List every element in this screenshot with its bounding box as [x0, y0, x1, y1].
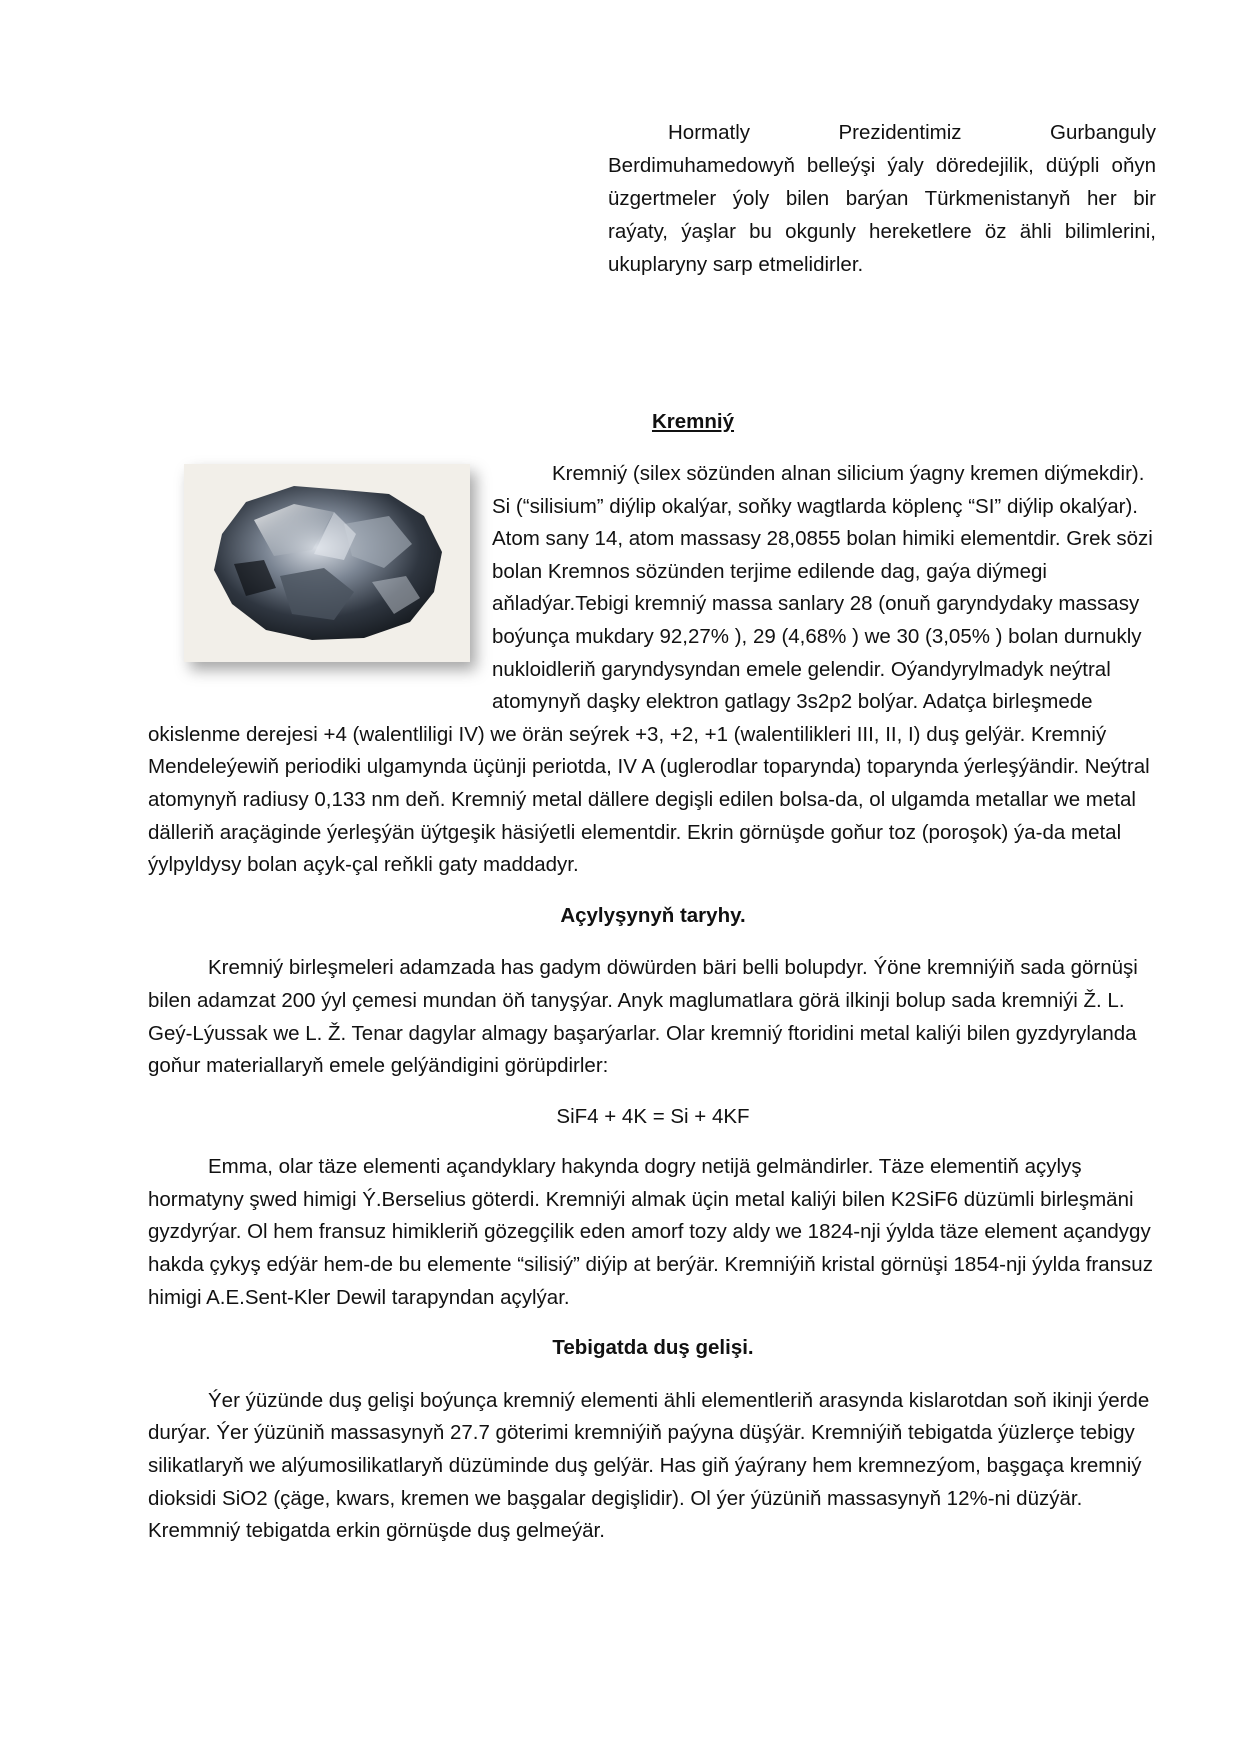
reaction-formula: SiF4 + 4K = Si + 4KF: [556, 1104, 750, 1128]
article-title: Kremniý: [651, 410, 735, 433]
history-paragraph-1: Kremniý birleşmeleri adamzada has gadym döwürden bäri belli bolupdyr. Ýöne kremniýiň sada görnüşi bilen adamzat 200 ýyl çemesi mundan öň tanyşýar. Anyk maglumatlara görä ilkinji bolup sada kremniýi Ž. L. Geý-Lýussak we L. Ž. Tenar dagylar almagy başarýarlar. Olar kremniý ftoridini metal kaliýi bilen gyzdyrylanda goňur materiallaryň emele gelýändigini görüpdirler:: [148, 956, 1138, 1078]
intro-paragraph: Kremniý (silex sözünden alnan silicium ýagny kremen diýmekdir). Si (“silisium” diýlip okalýar, soňky wagtlarda köplenç “SI” diýlip okalýar). Atom sany 14, atom massasy 28,0855 bolan himiki elementdir. Grek sözi bolan Kremnos sözünden terjime edilende dag, gaýa diýmegi aňladýar.Tebigi kremniý massa sanlary 28 (onuň garyndydaky massasy boýunça mukdary 92,27% ), 29 (4,68% ) we 30 (3,05% ) bolan durnukly nukloidleriň garyndysyndan emele gelendir. Oýandyrylmadyk neýtral atomynyň daşky elektron gatlagy 3s2p2 bolýar. Adatça birleşmede okislenme derejesi +4 (walentliligi IV) we örän seýrek +3, +2, +1 (walentilikleri III, II, I) duş gelýär. Kremniý Mendeleýewiň periodiki ulgamynda üçünji periotda, IV A (uglerodlar toparynda) toparynda ýerleşýändir. Neýtral atomynyň radiusy 0,133 nm deň. Kremniý metal dällere degişli edilen bolsa-da, ol ulgamda metallar we metal dälleriň araçäginde ýerleşýän üýtgeşik häsiýetli elementdir. Ekrin görnüşde goňur toz (poroşok) ýa-da metal ýylpyldysy bolan açyk-çal reňkli gaty maddadyr.: [148, 462, 1153, 877]
nature-paragraph-1: Ýer ýüzünde duş gelişi boýunça kremniý elementi ähli elementleriň arasynda kislarotdan soň ikinji ýerde durýar. Ýer ýüzüniň massasynyň 27.7 göterimi kremniýiň paýyna düşýär. Kremniýiň tebigatda ýüzlerçe tebigy silikatlaryň we alýumosilikatlaryň düzüminde duş gelýär. Has giň ýaýrany hem kremnezýom, başgaça kremniý dioksidi SiO2 (çäge, kwars, kremen we başgalar degişlidir). Ol ýer ýüzüniň massasynyň 12%-ni düzýär. Kremmniý tebigatda erkin görnüşde duş gelmeýär.: [148, 1388, 1150, 1543]
silicon-photo: [148, 458, 472, 710]
epigraph-text: Hormatly Prezidentimiz Gurbanguly Berdimuhamedowyň belleýşi ýaly döredejilik, düýpli oňyn üzgertmeler ýoly bilen barýan Türkmenistanyň her bir raýaty, ýaşlar bu okgunly hereketlere öz ähli bilimlerini, ukuplaryny sarp etmelidirler.: [608, 121, 1156, 276]
section-heading-nature: Tebigatda duş gelişi.: [552, 1336, 754, 1360]
silicon-rock-photo-icon: [184, 464, 470, 662]
article-body: [148, 458, 1158, 1548]
section-heading-history: Açylyşynyň taryhy.: [560, 903, 746, 927]
history-paragraph-2: Emma, olar täze elementi açandyklary hakynda dogry netijä gelmändirler. Täze elementiň açylyş hormatyny şwed himigi Ý.Berselius göterdi. Kremniýi almak üçin metal kaliýi bilen K2SiF6 düzümli birleşmäni gyzdyrýar. Ol hem fransuz himikleriň gözegçilik eden amorf tozy aldy we 1824-nji ýylda täze element açandygy hakda çykyş edýär hem-de bu elemente “silisiý” diýip at berýär. Kremniýiň kristal görnüşi 1854-nji ýylda fransuz himigi A.E.Sent-Kler Dewil tarapyndan açylýar.: [148, 1155, 1153, 1309]
epigraph: [608, 116, 1156, 281]
